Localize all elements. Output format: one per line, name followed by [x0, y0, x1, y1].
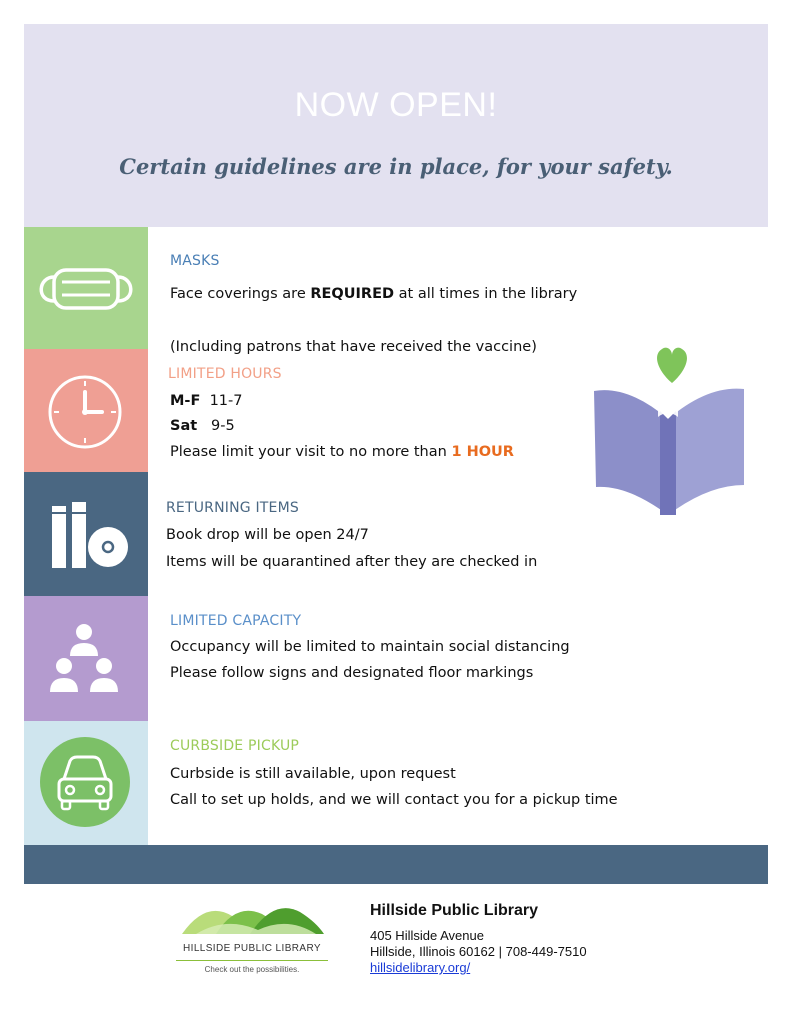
- masks-icon-block: [24, 227, 148, 349]
- library-city-phone: Hillside, Illinois 60162 | 708-449-7510: [370, 944, 587, 959]
- returning-icon-block: [24, 472, 148, 596]
- hours-heading: LIMITED HOURS: [168, 366, 282, 382]
- masks-line-1: Face coverings are REQUIRED at all times in the library: [170, 286, 578, 302]
- library-website-row: [370, 960, 470, 975]
- footer-bar: [24, 845, 768, 884]
- capacity-icon-block: [24, 596, 148, 721]
- masks-line-2: (Including patrons that have received the vaccine): [170, 339, 537, 355]
- people-group-icon: [24, 596, 148, 721]
- curbside-heading: CURBSIDE PICKUP: [170, 738, 300, 754]
- library-logo-icon: [176, 896, 328, 938]
- library-name: Hillside Public Library: [370, 902, 539, 919]
- curbside-line-1: Curbside is still available, upon request: [170, 766, 456, 782]
- library-website-link[interactable]: hillsidelibrary.org/: [370, 960, 471, 975]
- capacity-heading: LIMITED CAPACITY: [170, 613, 302, 629]
- capacity-line-2: Please follow signs and designated floor markings: [170, 665, 534, 681]
- face-mask-icon: [24, 227, 148, 349]
- curbside-icon-block: [24, 721, 148, 845]
- returning-line-1: Book drop will be open 24/7: [166, 527, 369, 543]
- books-and-disc-icon: [24, 472, 148, 596]
- library-address: 405 Hillside Avenue: [370, 928, 484, 943]
- hours-limit: Please limit your visit to no more than 1 HOUR: [170, 444, 514, 460]
- open-book-heart-icon: [588, 345, 750, 520]
- hours-weekday: M-F 11-7: [170, 393, 243, 409]
- logo-divider: [176, 960, 328, 961]
- header-banner: [24, 24, 768, 227]
- car-icon: [24, 721, 148, 845]
- clock-icon: [24, 349, 148, 472]
- capacity-line-1: Occupancy will be limited to maintain social distancing: [170, 639, 570, 655]
- logo-tagline: Check out the possibilities.: [204, 965, 300, 974]
- logo-library-name: HILLSIDE PUBLIC LIBRARY: [183, 943, 321, 954]
- page-subtitle: Certain guidelines are in place, for your safety.: [119, 154, 673, 179]
- curbside-line-2: Call to set up holds, and we will contact you for a pickup time: [170, 792, 618, 808]
- returning-line-2: Items will be quarantined after they are checked in: [166, 554, 538, 570]
- page-title: NOW OPEN!: [294, 86, 498, 124]
- hours-saturday: Sat 9-5: [170, 418, 235, 434]
- hours-icon-block: [24, 349, 148, 472]
- masks-heading: MASKS: [170, 253, 220, 269]
- returning-heading: RETURNING ITEMS: [166, 500, 299, 516]
